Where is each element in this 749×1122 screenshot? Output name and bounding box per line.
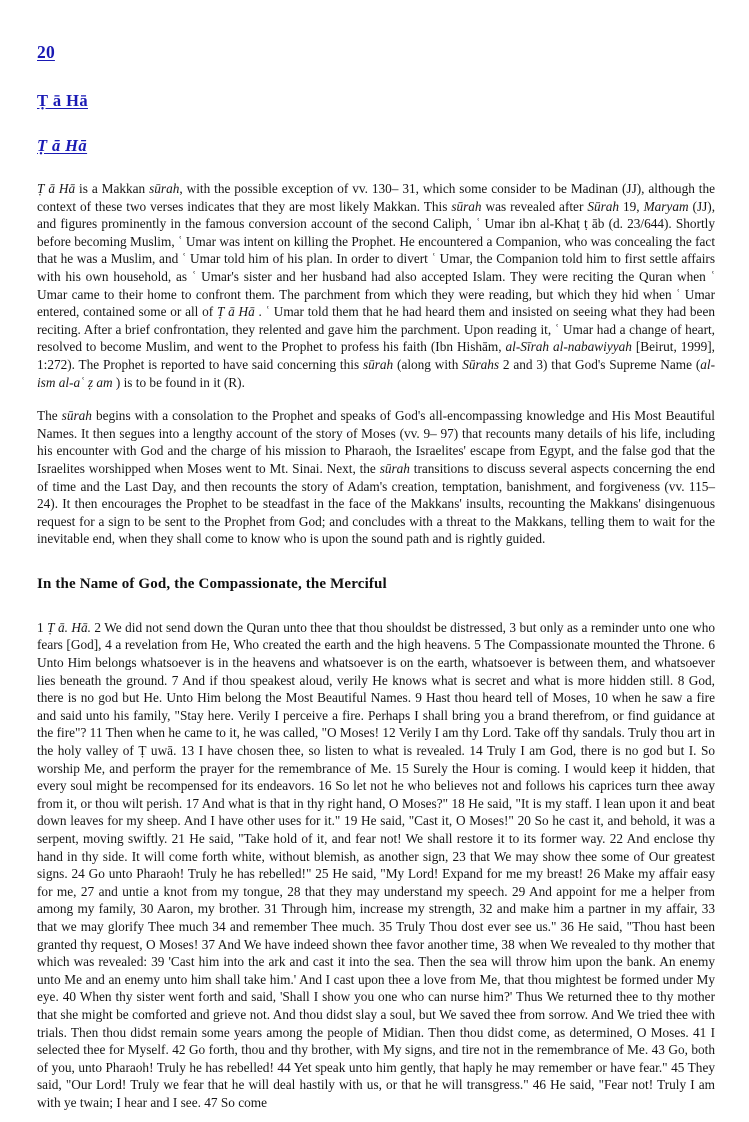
verses-body-text: 1 Ṭ ā. Hā. 2 We did not send down the Quran unto thee that thou shouldst be distressed, 3 but only as a reminder unto one who fears [God], 4 a revelation from He, Who created the earth and the high heavens. 5 The Compassionate mounted the Throne. 6 Unto Him belongs whatsoever is in the heavens and whatsoever is on the earth, whatsoever is between them, and whatsoever lies beneath the ground. 7 And if thou speakest aloud, verily He knows what is secret and what is more hidden still. 8 God, there is no god but He. Unto Him belong the Most Beautiful Names. 9 Hast thou heard tell of Moses, 10 when he saw a fire and said unto his family, "Stay here. Verily I perceive a fire. Perhaps I shall bring you a brand therefrom, or find guidance at the fire"? 11 Then when he came to it, he was called, "O Moses! 12 Verily I am thy Lord. Take off thy sandals. Truly thou art in the holy valley of Ṭ uwā. 13 I have chosen thee, so listen to what is revealed. 14 Truly I am God, there is no god but I. So worship Me, and perform the prayer for the remembrance of Me. 15 Surely the Hour is coming. I would keep it hidden, that every soul might be recompensed for its endeavors. 16 So let not he who believes not and follows his caprices turn thee away from it, or thou wilt perish. 17 And what is that in thy right hand, O Moses?" 18 He said, "It is my staff. I lean upon it and beat down leaves for my sheep. And I have other uses for it." 19 He said, "Cast it, O Moses!" 20 So he cast it, and behold, it was a serpent, moving swiftly. 21 He said, "Take hold of it, and fear not! We shall restore it to its former way. 22 And enclose thy hand in thy side. It will come forth white, without blemish, as another sign, 23 that We may show thee some of Our greatest signs. 24 Go unto Pharaoh! Truly he has rebelled!" 25 He said, "My Lord! Expand for me my breast! 26 Make my affair easy for me, 27 and untie a knot from my tongue, 28 that they may understand my speech. 29 And appoint for me a helper from among my family, 30 Aaron, my brother. 31 Through him, increase my strength, 32 and make him a partner in my affair, 33 that we may glorify Thee much 34 and remember Thee much. 35 Truly Thou dost ever see us." 36 He said, "Thou hast been granted thy request, O Moses! 37 And We have indeed shown thee favor another time, 38 when We revealed to thy mother that which was revealed: 39 'Cast him into the ark and cast it into the sea. Then the sea will throw him upon the bank. An enemy unto Me and an enemy unto him shall take him.' And I cast upon thee a love from Me, that thou mightest be formed under My eye. 40 When thy sister went forth and said, 'Shall I show you one who can nurse him?' Thus We returned thee to thy mother that she might be comforted and grieve not. And thou didst slay a soul, but We saved thee from sorrow. And We tried thee with trials. Then thou didst remain some years among the people of Midian. Then thou didst come, as determined, O Moses. 41 I selected thee for Myself. 42 Go forth, thou and thy brother, with My signs, and tire not in the remembrance of Me. 43 Go, both of you, unto Pharaoh! Truly he has rebelled! 44 Yet speak unto him gently, that haply he may remember or have fear." 45 They said, "Our Lord! Truly we fear that he will deal hastily with us, or that he will transgress." 46 He said, "Fear not! Truly I am with ye twain; I hear and I see. 47 So come xyxy=(37,619,715,1110)
basmala-heading: In the Name of God, the Compassionate, the Merciful xyxy=(37,575,387,592)
intro-paragraph-2: The sūrah begins with a consolation to the Prophet and speaks of God's all-encompassing knowledge and His Most Beautiful Names. It then segues into a lengthy account of the story of Moses (vv. 9– 97) that recounts many details of his life, including his encounter with God and the charge of his mission to Pharaoh, the Israelites' escape from Egypt, and the false god that the Israelites worshipped when Moses went to Mt. Sinai. Next, the sūrah transitions to discuss several aspects concerning the end of time and the Last Day, and then recounts the story of Adam's creation, temptation, banishment, and forgiveness (vv. 115– 24). It then encourages the Prophet to be steadfast in the face of the Makkans' insults, recounting the Makkans' disingenuous request for a sign to be sent to the Prophet from God; and concludes with a threat to the Makkans, telling them to wait for the inevitable end, when they shall come to know who is upon the sound path and is rightly guided. xyxy=(37,408,715,547)
intro-paragraph-1: Ṭ ā Hā is a Makkan sūrah, with the possible exception of vv. 130– 31, which some consider to be Madinan (JJ), although the context of these two verses indicates that they are most likely Makkan. This sūrah was revealed after Sūrah 19, Maryam (JJ), and figures prominently in the famous conversion account of the second Caliph, ʿ Umar ibn al-Khaṭ ṭ āb (d. 23/644). Shortly before becoming Muslim, ʿ Umar was intent on killing the Prophet. He encountered a Companion, who was concealing the fact that he was a Muslim, and ʿ Umar told him of his plan. In order to divert ʿ Umar, the Companion told him to first settle affairs with his own household, as ʿ Umar's sister and her husband had also accepted Islam. They were reciting the Quran when ʿ Umar came to their home to confront them. The parchment from which they were reading, but which they hid when ʿ Umar entered, contained some or all of Ṭ ā Hā . ʿ Umar told them that he had heard them and insisted on seeing what they had been reciting. After a brief confrontation, they relented and gave him the parchment. Upon reading it, ʿ Umar had a change of heart, resolved to become Muslim, and went to the Prophet to profess his faith (Ibn Hishām, al-Sīrah al-nabawiyyah [Beirut, 1999], 1:272). The Prophet is reported to have said concerning this sūrah (along with Sūrahs 2 and 3) that God's Supreme Name (al-ism al-aʿ ẓ am ) is to be found in it (R). xyxy=(37,181,716,390)
surah-title-heading[interactable]: Ṭ ā Hā xyxy=(37,91,88,110)
surah-number-heading[interactable]: 20 xyxy=(37,42,55,62)
surah-title-italic-row xyxy=(37,111,715,156)
surah-title-row xyxy=(37,63,715,111)
surah-title-italic-heading[interactable]: Ṭ ā Hā xyxy=(37,136,88,155)
surah-number-row xyxy=(37,34,715,63)
